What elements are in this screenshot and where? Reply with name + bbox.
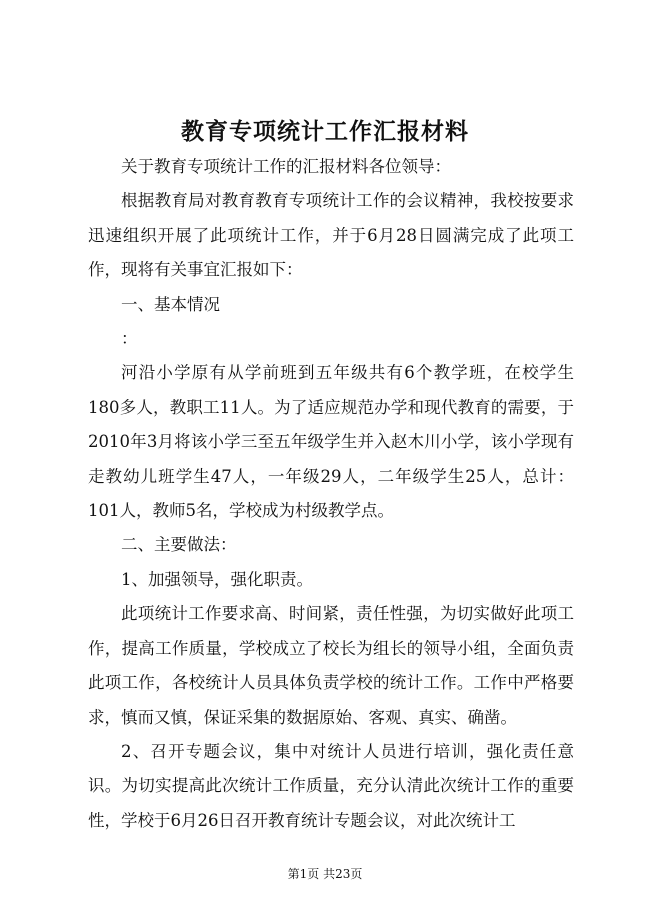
paragraph-salutation: 关于教育专项统计工作的汇报材料各位领导： — [121, 157, 451, 176]
paragraph-intro: 根据教育局对教育教育专项统计工作的会议精神，我校按要求迅速组织开展了此项统计工作，并于6月28日圆满完成了此项工作，现将有关事宜汇报如下： — [88, 191, 574, 280]
section-heading-main-practices: 二、主要做法： — [121, 535, 237, 555]
section-heading-basic-situation: 一、基本情况 — [121, 294, 220, 314]
paragraph-leadership: 此项统计工作要求高、时间紧，责任性强，为切实做好此项工作，提高工作质量，学校成立了校长为组长的领导小组，全面负责此项工作，各校统计人员具体负责学校的统计工作。工作中严格要求，慎而又慎，保证采集的数据原始、客观、真实、确凿。 — [88, 604, 574, 727]
page-number: 第1页 共23页 — [287, 867, 363, 881]
subheading-leadership: 1、加强领导，强化职责。 — [121, 569, 313, 589]
paragraph-school-info: 河沿小学原有从学前班到五年级共有6个教学班，在校学生180多人，教职工11人。为了适应规范办学和现代教育的需要，于2010年3月将该小学三至五年级学生并入赵木川小学，该小学现有走教幼儿班学生47人，一年级29人，二年级学生25人，总计：101人，教师5名，学校成为村级教学点。 — [88, 363, 574, 521]
paragraph-colon: ： — [121, 329, 138, 349]
paragraph-meeting: 2、召开专题会议，集中对统计人员进行培训，强化责任意识。为切实提高此次统计工作质量，充分认清此次统计工作的重要性，学校于6月26日召开教育统计专题会议，对此次统计工 — [88, 741, 574, 830]
document-title: 教育专项统计工作汇报材料 — [181, 118, 469, 145]
document-body — [88, 150, 574, 838]
